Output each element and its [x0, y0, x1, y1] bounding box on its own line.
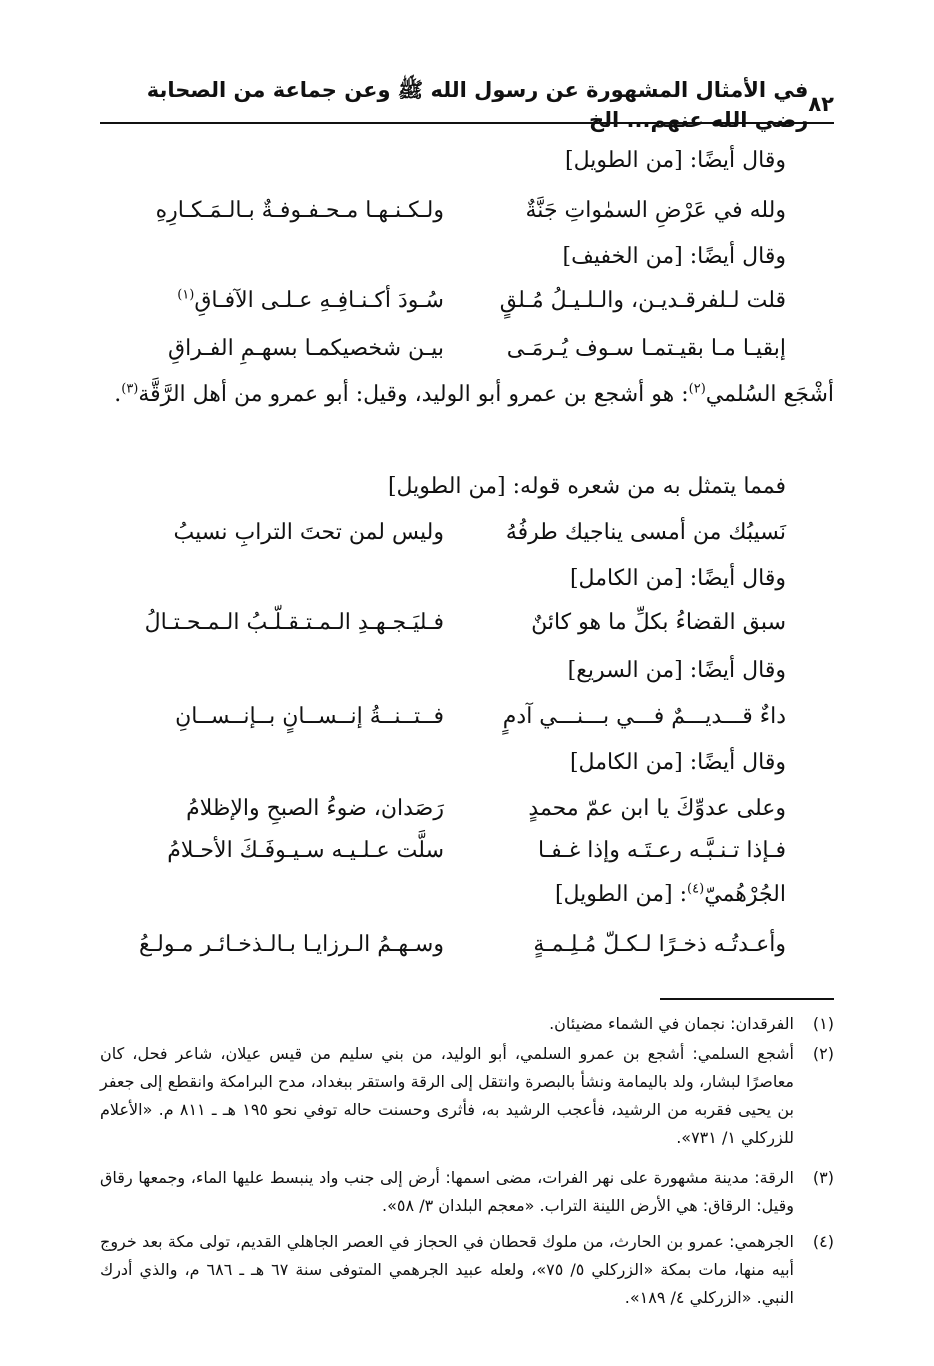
verse-first-hemistich: وأعـدتُـه ذخـرًا لـكـلّ مُـلِـمـةٍ [533, 932, 786, 957]
place-name: الرَّقَّة [138, 382, 186, 407]
verse-first-hemistich: داءٌ قـــديـــمٌ فـــي بـــنـــي آدمٍ [502, 704, 786, 729]
poem-intro: وقال أيضًا: [من الكامل] [569, 566, 786, 591]
verse-first-hemistich: فـإذا تـنـبَّـه رعـتَـه وإذا غـفـا [537, 838, 786, 863]
verse-second-hemistich: رَصَدان، ضوءُ الصبحِ والإظلامُ [186, 796, 444, 821]
verse-second-hemistich: ولـكـنـهـا مـحـفـوفـةٌ بـالـمَـكـارِهِ [155, 198, 444, 223]
verse-second-hemistich: وليس لمن تحتَ الترابِ نسيبُ [173, 520, 444, 545]
poem-intro: وقال أيضًا: [من الخفيف] [562, 244, 786, 269]
verse-second-hemistich: فــتــنــةُ إنــســانٍ بــإنــســانِ [175, 704, 444, 729]
footnote-item [100, 1228, 834, 1312]
footnote-item [100, 1010, 834, 1038]
poem-intro [554, 881, 786, 907]
verse-text: سُـودَ أكـنـافِـهِ عـلـى الآفـاقِ [194, 288, 444, 313]
footnote-ref: (٢) [688, 381, 706, 397]
poem-intro: وقال أيضًا: [من الطويل] [565, 148, 786, 173]
footnote-separator [660, 998, 834, 1000]
verse-second-hemistich: وسـهـمُ الـرزايـا بـالـذخـائـر مـولـعُ [139, 932, 444, 957]
verse-first-hemistich: سبق القضاءُ بكلِّ ما هو كائنٌ [531, 610, 786, 635]
running-header-title: في الأمثال المشهورة عن رسول الله ﷺ وعن جماعة من الصحابة رضي الله عنهم... الخ [146, 77, 809, 132]
poet-name: الجُرْهُميّ [704, 882, 786, 907]
footnote-number: (٣) [812, 1168, 834, 1187]
verse-second-hemistich: فـليَـجـهـدِ الـمـتـقـلّـبُ الـمـحـتـالُ [144, 610, 444, 635]
footnote-number: (٤) [812, 1232, 834, 1251]
footnote-number: (١) [812, 1014, 834, 1033]
poem-intro: وقال أيضًا: [من السريع] [567, 658, 786, 683]
footnote-ref: (٣) [121, 381, 139, 397]
verse-second-hemistich: بيـن شخصيكمـا بسهـمِ الفـراقِ [168, 336, 444, 361]
poet-name: أشْجَع السُلمي [705, 382, 834, 407]
verse-first-hemistich: إبقيـا مـا بقيـتمـا سـوف يُـرمَـى [506, 336, 786, 361]
footnote-ref: (٤) [687, 881, 705, 897]
footnote-text: الرقة: مدينة مشهورة على نهر الفرات، مضى اسمها: أرض إلى جنب واد ينبسط عليها الماء، وجمعها رقاق وقيل: الرقاق: هي الأرض اللينة التراب. «معجم البلدان ٣/ ٥٨». [100, 1168, 794, 1215]
meter-label: : [من الطويل] [554, 882, 688, 907]
poem-intro: وقال أيضًا: [من الكامل] [569, 750, 786, 775]
footnote-text: الجرهمي: عمرو بن الحارث، من ملوك قحطان في الحجاز في العصر الجاهلي القديم، تولى مكة بعد خروج أبيه منها، مات بمكة «الزركلي ٥/ ٧٥»، ولعله عبيد الجرهمي المتوفى سنة ٦٧ هـ ـ ٦٨٦ م، والذي أدرك النبي. «الزركلي ٤/ ١٨٩». [100, 1232, 795, 1307]
biography-paragraph [100, 378, 834, 412]
page-number: ٨٢ [808, 92, 834, 116]
footnote-item [100, 1164, 834, 1220]
verse-second-hemistich [177, 287, 444, 313]
footnote-text: الفرقدان: نجمان في الشماء مضيئان. [549, 1014, 794, 1033]
footnote-ref: (١) [177, 287, 195, 303]
verse-first-hemistich: وعلى عدوِّكَ يا ابن عمّ محمدٍ [528, 796, 786, 821]
verse-first-hemistich: قلت لـلفرقـديـن، والـلـيـلُ مُـلقٍ [499, 288, 786, 313]
verse-first-hemistich: ولله في عَرْضِ السمٰواتِ جَنَّةٌ [525, 198, 786, 223]
footnote-item [100, 1040, 834, 1152]
footnote-number: (٢) [812, 1044, 834, 1063]
footnote-text: أشجع السلمي: أشجع بن عمرو السلمي، أبو الوليد، من بني سليم من قيس عيلان، شاعر فحل، كان معاصرًا لبشار، ولد باليمامة ونشأ بالبصرة وانتقل إلى الرقة واستقر ببغداد، مدح البرامكة وانقطع إلى جعفر بن يحيى فقربه من الرشيد، فأعجب الرشيد به، فأثرى وحسنت حاله توفي نحو ١٩٥ هـ ـ ٨١١ م. «الأعلام للزركلي ١/ ٧٣١». [100, 1044, 794, 1147]
verse-first-hemistich: نَسيبُك من أمسى يناجيك طرفُهُ [505, 520, 786, 545]
verse-second-hemistich: سلَّت عـلـيـه سـيـوفَـكَ الأحـلامُ [167, 838, 444, 863]
poem-intro: فمما يتمثل به من شعره قوله: [من الطويل] [387, 474, 786, 499]
paragraph-text: : هو أشجع بن عمرو أبو الوليد، وقيل: أبو عمرو من أهل [192, 382, 689, 407]
paragraph-end: . [114, 382, 122, 407]
